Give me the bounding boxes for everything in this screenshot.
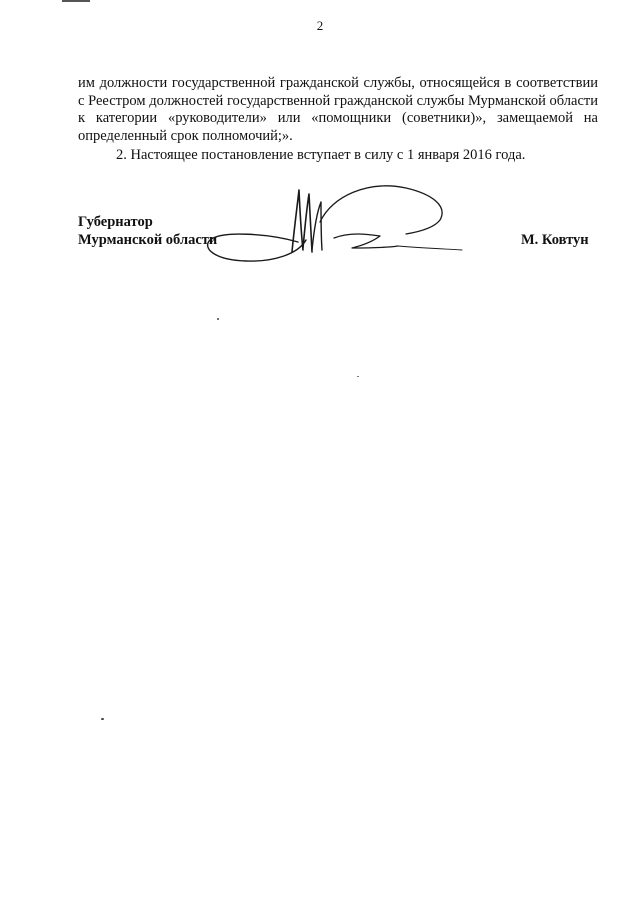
handwritten-signature-icon	[200, 182, 480, 272]
signatory-name: М. Ковтун	[521, 232, 589, 248]
paragraph-continuation: им должности государственной гражданской службы, относящейся в соответствии с Реестром должностей государственной гражданской службы Мурманской области к категории «руководители» или «помощники (советники)», замещаемой на определенный срок полномочий;».	[78, 75, 598, 144]
paragraph-effective-date: 2. Настоящее постановление вступает в силу с 1 января 2016 года.	[116, 147, 526, 163]
scan-speck	[217, 318, 219, 320]
body-text	[78, 75, 598, 165]
page-number: 2	[316, 18, 324, 33]
scan-speck	[101, 718, 104, 720]
scan-speck	[357, 376, 359, 377]
scan-edge-mark	[62, 0, 90, 2]
signatory-position-line-1: Губернатор	[78, 214, 153, 230]
signatory-position-line-2: Мурманской области	[78, 232, 218, 248]
